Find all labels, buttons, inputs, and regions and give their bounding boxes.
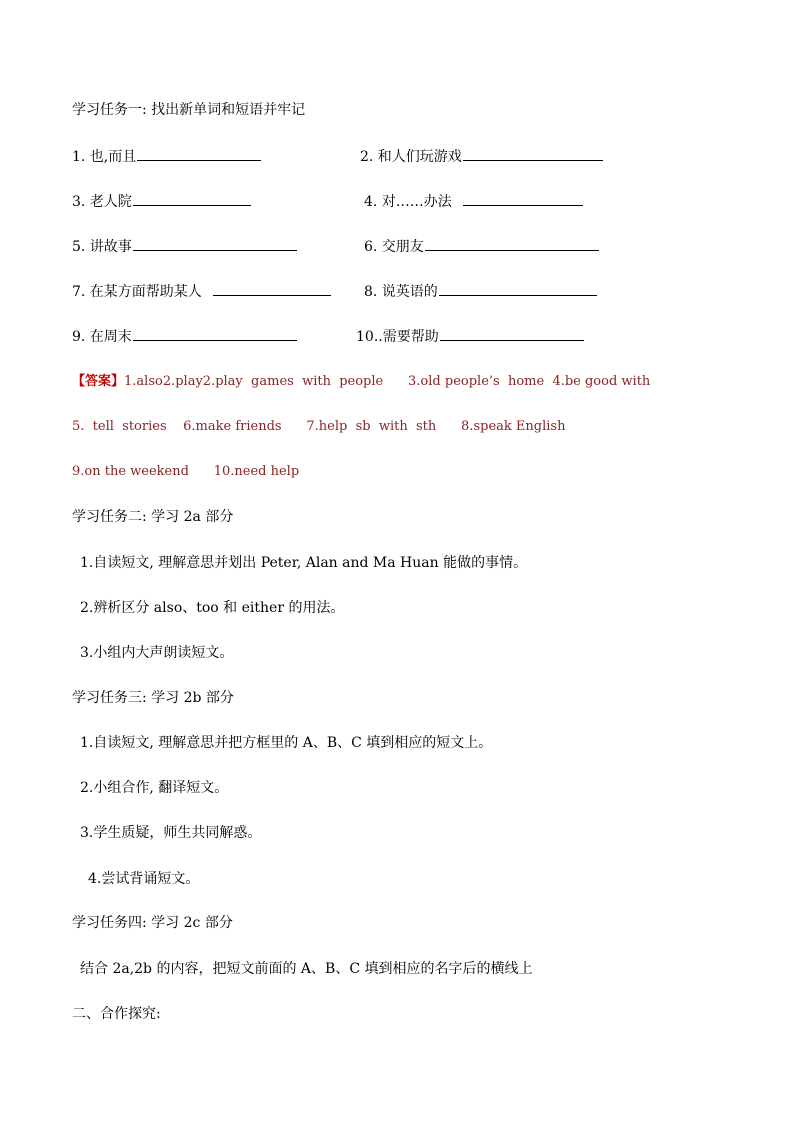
vocab-item-8-label: 8. 说英语的 [364,284,438,300]
vocab-item-7 [72,281,331,302]
vocab-item-8 [364,281,597,302]
vocab-item-6-blank[interactable] [425,236,599,251]
vocab-item-3-blank[interactable] [133,191,251,206]
vocab-item-8-blank[interactable] [439,281,597,296]
vocab-item-5 [72,236,297,257]
vocab-item-5-label: 5. 讲故事 [72,239,132,255]
vocab-item-4-blank[interactable] [463,191,583,206]
task3-step-2: 2.小组合作, 翻译短文。 [80,780,229,796]
section2-title: 二、合作探究: [72,1006,161,1022]
vocab-item-9-label: 9. 在周末 [72,329,132,345]
vocab-item-3-label: 3. 老人院 [72,194,132,210]
vocab-item-3 [72,191,251,212]
task3-step-4: 4.尝试背诵短文。 [88,871,200,887]
answer-tag: 【答案】 [72,374,125,389]
vocab-item-2 [360,146,603,167]
task1-title: 学习任务一: 找出新单词和短语并牢记 [72,102,306,118]
task2-step-2: 2.辨析区分 also、too 和 either 的用法。 [80,600,345,616]
vocab-item-6-label: 6. 交朋友 [364,239,424,255]
task2-title: 学习任务二: 学习 2a 部分 [72,509,234,525]
vocab-item-1-blank[interactable] [137,146,261,161]
task3-title: 学习任务三: 学习 2b 部分 [72,690,234,706]
vocab-item-2-blank[interactable] [463,146,603,161]
vocab-item-4-label: 4. 对……办法 [364,194,452,210]
answer-line-1 [72,372,650,392]
vocab-item-10-blank[interactable] [440,326,584,341]
task2-step-1: 1.自读短文, 理解意思并划出 Peter, Alan and Ma Huan 能做的事情。 [80,555,528,571]
vocab-item-9 [72,326,297,347]
answer-line-3: 9.on the weekend 10.need help [72,464,300,479]
vocab-item-2-label: 2. 和人们玩游戏 [360,149,462,165]
vocab-item-7-label: 7. 在某方面帮助某人 [72,284,202,300]
vocab-item-1-label: 1. 也,而且 [72,149,137,165]
answer-text-1: 1.also2.play2.play games with people 3.old people’s home 4.be good with [124,374,651,389]
vocab-item-1 [72,146,261,167]
vocab-item-9-blank[interactable] [133,326,297,341]
vocab-item-5-blank[interactable] [133,236,297,251]
vocab-item-10 [356,326,584,347]
task4-title: 学习任务四: 学习 2c 部分 [72,915,233,931]
vocab-item-10-label: 10..需要帮助 [356,329,439,345]
task4-instruction: 结合 2a,2b 的内容，把短文前面的 A、B、C 填到相应的名字后的横线上 [80,961,533,977]
vocab-item-7-blank[interactable] [213,281,331,296]
vocab-item-4 [364,191,583,212]
vocab-item-6 [364,236,599,257]
task3-step-1: 1.自读短文, 理解意思并把方框里的 A、B、C 填到相应的短文上。 [80,735,493,751]
answer-line-2: 5. tell stories 6.make friends 7.help sb with sth 8.speak English [72,419,566,434]
task2-step-3: 3.小组内大声朗读短文。 [80,645,234,661]
task3-step-3: 3.学生质疑，师生共同解惑。 [80,825,262,841]
